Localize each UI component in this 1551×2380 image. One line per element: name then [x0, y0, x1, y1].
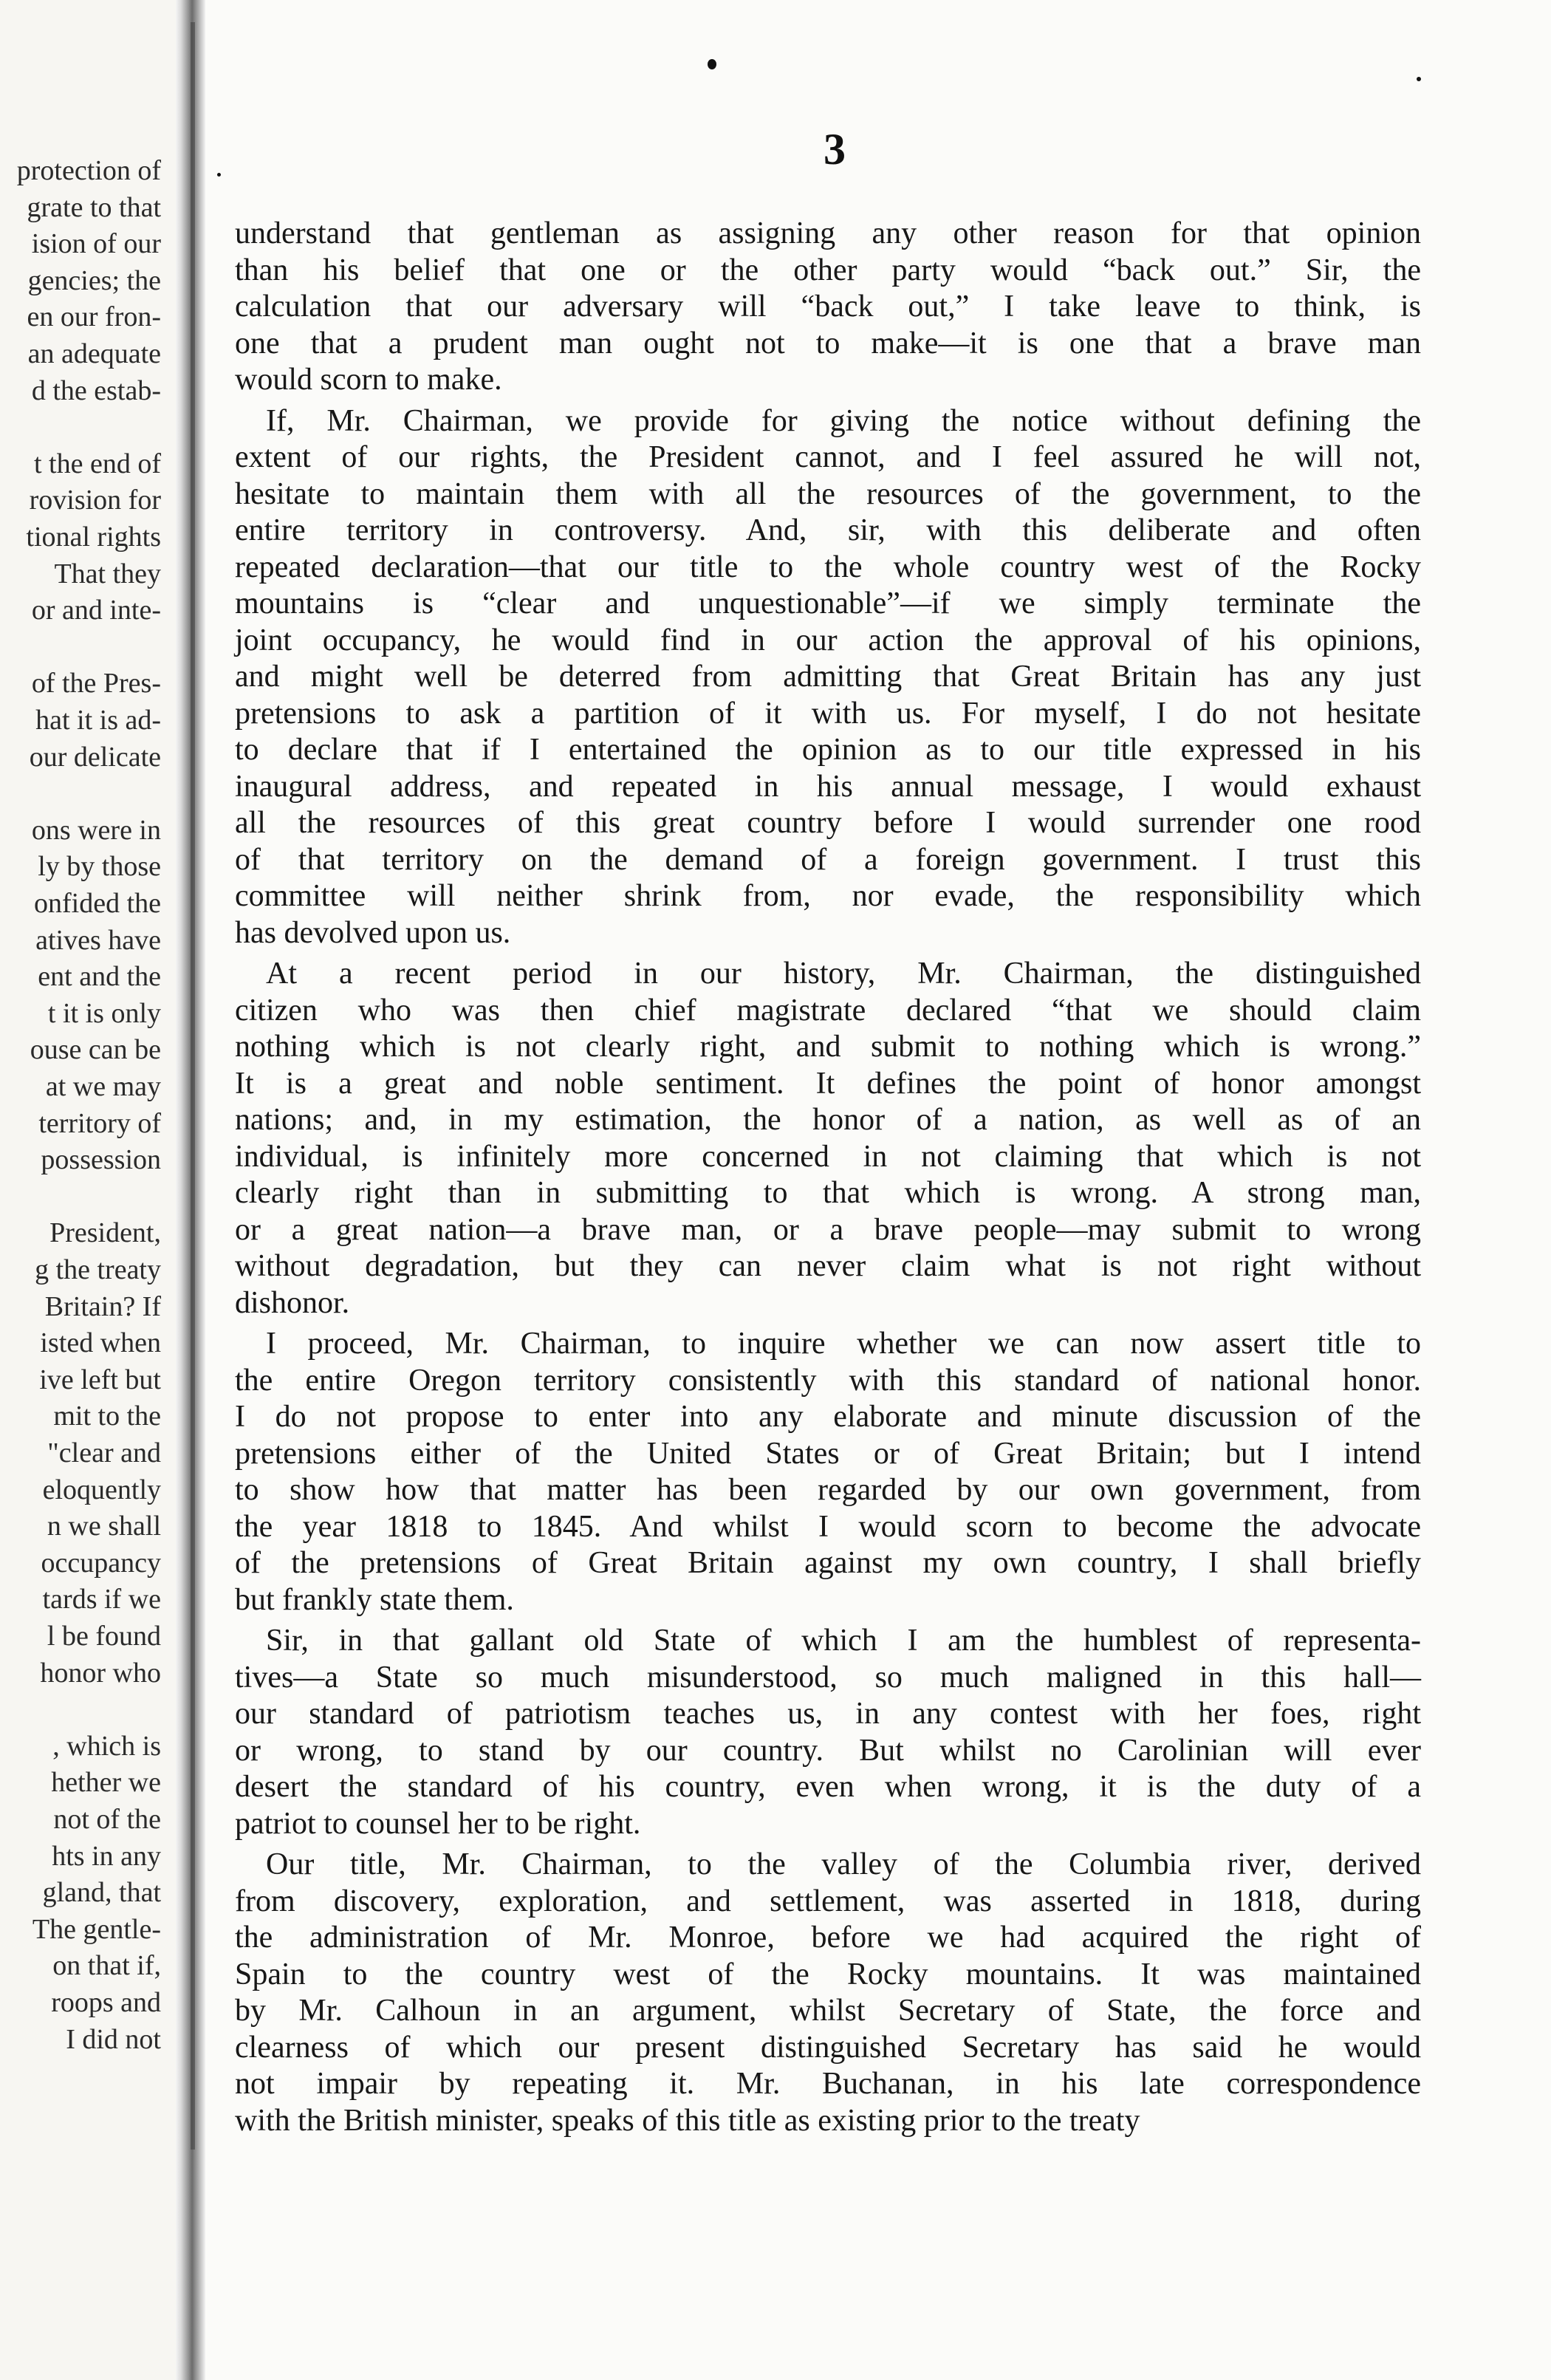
facing-page-line: Britain? If	[44, 1290, 161, 1322]
facing-page-line: tional rights	[26, 522, 161, 553]
text-line: of the pretensions of Great Britain against my own country, I shall briefly	[235, 1546, 1421, 1580]
page-body	[235, 216, 1421, 2139]
facing-page-line: d the estab-	[31, 375, 161, 406]
facing-page-line: mit to the	[53, 1401, 161, 1432]
text-line: to declare that if I entertained the opinion as to our title expressed in his	[235, 733, 1421, 767]
text-line: has devolved upon us.	[235, 915, 511, 950]
facing-page-line: The gentle-	[32, 1913, 161, 1945]
text-line: hesitate to maintain them with all the resources of the government, to the	[235, 476, 1421, 511]
text-line: nothing which is not clearly right, and submit to nothing which is wrong.”	[235, 1030, 1421, 1064]
facing-page-line: President,	[49, 1217, 161, 1249]
text-line: It is a great and noble sentiment. It defines the point of honor amongst	[235, 1066, 1421, 1101]
facing-page-line: tards if we	[42, 1584, 161, 1615]
ink-speck	[217, 173, 221, 177]
text-line: clearness of which our present distinguished Secretary has said he would	[235, 2030, 1421, 2065]
text-line: individual, is infinitely more concerned in not claiming that which is not	[235, 1139, 1421, 1174]
facing-page-line: hts in any	[52, 1840, 161, 1872]
facing-page-line: occupancy	[41, 1547, 161, 1579]
text-line: nations; and, in my estimation, the honor of a nation, as well as of an	[235, 1103, 1421, 1137]
facing-page-line: ly by those	[38, 851, 161, 883]
text-line: Spain to the country west of the Rocky mountains. It was maintained	[235, 1957, 1421, 1991]
text-line: calculation that our adversary will “back out,” I take leave to think, is	[235, 290, 1421, 324]
page-number: 3	[824, 125, 846, 174]
text-line: patriot to counsel her to be right.	[235, 1806, 641, 1841]
facing-page-line: on that if,	[52, 1950, 161, 1982]
facing-page-line: roops and	[51, 1987, 161, 2018]
text-line: the entire Oregon territory consistently with this standard of national honor.	[235, 1363, 1421, 1398]
facing-page-line: grate to that	[27, 191, 161, 223]
paragraph	[235, 956, 1421, 1321]
text-line: than his belief that one or the other party would “back out.” Sir, the	[235, 253, 1421, 287]
text-line: Our title, Mr. Chairman, to the valley of the Columbia river, derived	[266, 1847, 1421, 1881]
facing-page-line: of the Pres-	[31, 668, 161, 700]
facing-page-line: ision of our	[31, 228, 161, 260]
text-line: understand that gentleman as assigning any other reason for that opinion	[235, 216, 1421, 250]
text-line: tives—a State so much misunderstood, so much maligned in this hall—	[235, 1660, 1421, 1695]
text-line: our standard of patriotism teaches us, in any contest with her foes, right	[235, 1697, 1421, 1731]
paragraph	[235, 403, 1421, 952]
text-line: I do not propose to enter into any elaborate and minute discussion of the	[235, 1400, 1421, 1434]
text-line: dishonor.	[235, 1285, 350, 1320]
facing-page-line: honor who	[40, 1657, 161, 1689]
facing-page-line: That they	[54, 558, 161, 589]
text-line: citizen who was then chief magistrate declared “that we should claim	[235, 993, 1421, 1027]
facing-page-line: eloquently	[42, 1474, 161, 1505]
text-line: inaugural address, and repeated in his annual message, I would exhaust	[235, 769, 1421, 804]
text-line: to show how that matter has been regarded by our own government, from	[235, 1473, 1421, 1507]
facing-page-line: ive left but	[39, 1364, 161, 1395]
paragraph	[235, 1847, 1421, 2139]
text-line: I proceed, Mr. Chairman, to inquire whether we can now assert title to	[266, 1327, 1421, 1361]
text-line: repeated declaration—that our title to the whole country west of the Rocky	[235, 550, 1421, 584]
text-line: all the resources of this great country before I would surrender one rood	[235, 806, 1421, 840]
text-line: pretensions to ask a partition of it with us. For myself, I do not hesitate	[235, 696, 1421, 731]
text-line: one that a prudent man ought not to make—it is one that a brave man	[235, 326, 1421, 360]
facing-page-line: g the treaty	[35, 1254, 161, 1285]
text-line: committee will neither shrink from, nor evade, the responsibility which	[235, 879, 1421, 913]
text-line: would scorn to make.	[235, 363, 502, 397]
facing-page-line: territory of	[38, 1107, 161, 1139]
facing-page-line: at we may	[45, 1071, 161, 1102]
facing-page-line: possession	[41, 1144, 161, 1176]
text-line: the year 1818 to 1845. And whilst I would scorn to become the advocate	[235, 1509, 1421, 1544]
text-line: desert the standard of his country, even when wrong, it is the duty of a	[235, 1770, 1421, 1804]
facing-page-line: l be found	[47, 1621, 161, 1652]
facing-page-line: isted when	[40, 1327, 161, 1359]
facing-page-line: I did not	[66, 2023, 161, 2055]
text-line: and might well be deterred from admitting that Great Britain has any just	[235, 660, 1421, 694]
text-line: with the British minister, speaks of this title as existing prior to the treaty	[235, 2103, 1140, 2138]
facing-page-line: en our fron-	[27, 301, 161, 333]
facing-page-line: "clear and	[47, 1437, 161, 1468]
facing-page-line: hat it is ad-	[35, 705, 161, 736]
facing-page-line: gland, that	[42, 1877, 161, 1909]
paragraph	[235, 1623, 1421, 1842]
text-line: of that territory on the demand of a foreign government. I trust this	[235, 842, 1421, 877]
facing-page-line: ons were in	[31, 814, 161, 846]
facing-page-line: gencies; the	[27, 264, 161, 296]
facing-page-line: n we shall	[47, 1511, 161, 1542]
paragraph	[235, 216, 1421, 399]
facing-page-line: ent and the	[38, 961, 161, 993]
text-line: by Mr. Calhoun in an argument, whilst Secretary of State, the force and	[235, 1994, 1421, 2028]
text-line: If, Mr. Chairman, we provide for giving the notice without defining the	[266, 403, 1421, 438]
text-line: not impair by repeating it. Mr. Buchanan, in his late correspondence	[235, 2067, 1421, 2101]
text-line: from discovery, exploration, and settlement, was asserted in 1818, during	[235, 1884, 1421, 1918]
facing-page-fragment	[0, 0, 177, 2380]
facing-page-line: an adequate	[27, 338, 161, 369]
ink-speck	[708, 59, 716, 69]
text-line: or wrong, to stand by our country. But whilst no Carolinian will ever	[235, 1733, 1421, 1768]
facing-page-line: , which is	[52, 1730, 161, 1762]
facing-page-line: our delicate	[29, 741, 161, 773]
facing-page-line: t it is only	[47, 997, 161, 1029]
facing-page-line: t the end of	[33, 448, 161, 479]
text-line: clearly right than in submitting to that which is wrong. A strong man,	[235, 1176, 1421, 1210]
facing-page-line: hether we	[51, 1767, 161, 1799]
text-line: entire territory in controversy. And, sir, with this deliberate and often	[235, 513, 1421, 547]
facing-page-line: not of the	[53, 1804, 161, 1835]
text-line: pretensions either of the United States or of Great Britain; but I intend	[235, 1436, 1421, 1471]
facing-page-line: ouse can be	[30, 1034, 161, 1066]
text-line: joint occupancy, he would find in our action the approval of his opinions,	[235, 623, 1421, 657]
gutter-shadow	[191, 22, 195, 2150]
facing-page-line: or and inte-	[31, 595, 161, 626]
text-line: extent of our rights, the President cannot, and I feel assured he will not,	[235, 440, 1421, 474]
text-line: Sir, in that gallant old State of which I am the humblest of representa-	[266, 1624, 1421, 1658]
facing-page-line: atives have	[35, 924, 161, 956]
text-line: the administration of Mr. Monroe, before we had acquired the right of	[235, 1921, 1421, 1955]
text-line: At a recent period in our history, Mr. Chairman, the distinguished	[266, 957, 1421, 991]
text-line: but frankly state them.	[235, 1582, 514, 1617]
facing-page-line: onfided the	[33, 888, 161, 919]
facing-page-line: rovision for	[29, 485, 161, 516]
paragraph	[235, 1326, 1421, 1618]
facing-page-line: protection of	[16, 155, 161, 186]
text-line: without degradation, but they can never claim what is not right without	[235, 1249, 1421, 1283]
text-line: mountains is “clear and unquestionable”—if we simply terminate the	[235, 587, 1421, 620]
text-line: or a great nation—a brave man, or a brave people—may submit to wrong	[235, 1212, 1421, 1247]
ink-speck	[1417, 77, 1421, 81]
